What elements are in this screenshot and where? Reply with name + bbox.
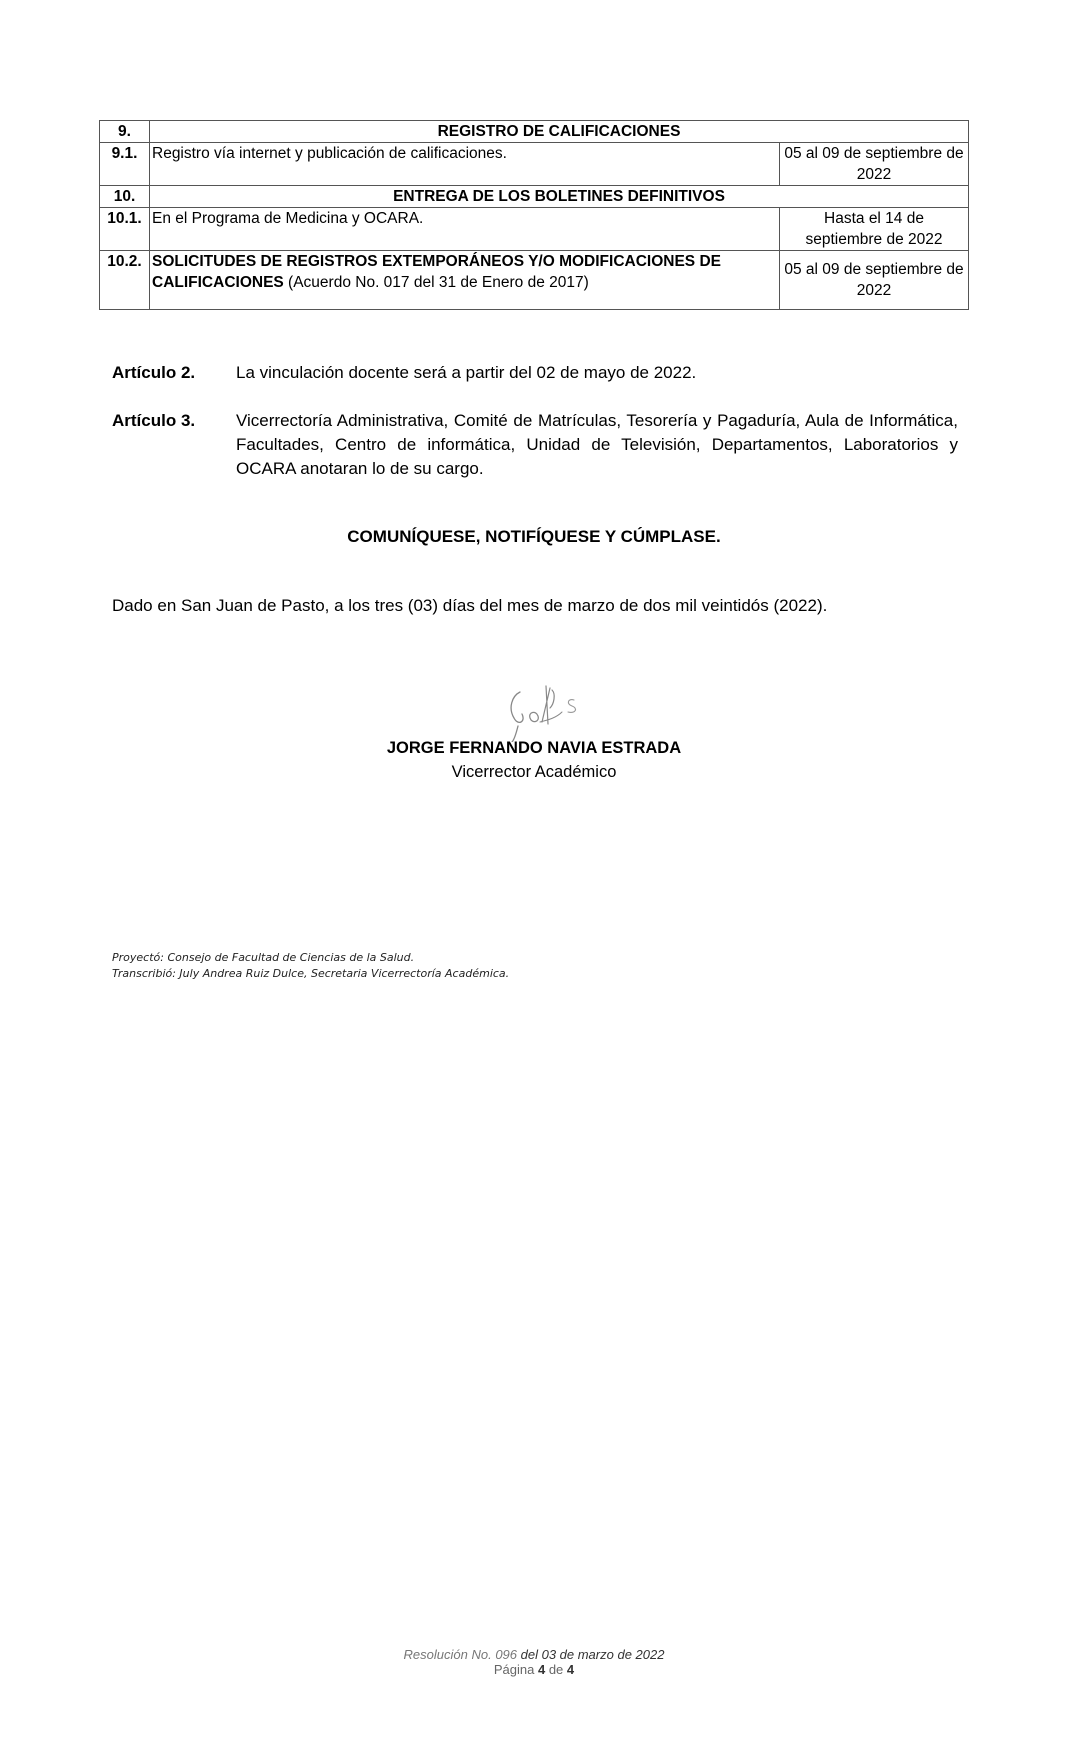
section-title: REGISTRO DE CALIFICACIONES xyxy=(150,121,969,143)
item-date-line: Hasta el 14 de xyxy=(824,210,924,227)
item-number: 10. xyxy=(100,186,150,208)
article-2 xyxy=(112,361,958,387)
resolution-reference xyxy=(0,1647,1068,1662)
handwritten-signature xyxy=(500,682,600,742)
table-row xyxy=(100,143,969,186)
item-date-line: septiembre de 2022 xyxy=(805,231,943,248)
item-description-rest: (Acuerdo No. 017 del 31 de Enero de 2017) xyxy=(283,274,589,291)
article-3 xyxy=(112,409,958,483)
table-row xyxy=(100,208,969,251)
resolution-date: del 03 de marzo de 2022 xyxy=(517,1647,665,1662)
item-date xyxy=(780,208,969,251)
credit-transcribed: Transcribió: July Andrea Ruiz Dulce, Secretaria Vicerrectoría Académica. xyxy=(112,967,510,980)
credit-project: Proyectó: Consejo de Facultad de Ciencias de la Salud. xyxy=(112,951,415,964)
section-title: ENTREGA DE LOS BOLETINES DEFINITIVOS xyxy=(150,186,969,208)
item-date-line: 2022 xyxy=(856,166,892,183)
resolution-number: Resolución No. 096 xyxy=(403,1647,518,1662)
item-description: En el Programa de Medicina y OCARA. xyxy=(150,208,780,251)
table-row xyxy=(100,186,969,208)
article-label: Artículo 3. xyxy=(112,411,196,430)
item-date xyxy=(780,251,969,310)
item-date xyxy=(780,143,969,186)
page-of: de xyxy=(545,1662,567,1677)
item-date-line: 05 al 09 de septiembre de xyxy=(784,261,964,278)
credits xyxy=(112,950,509,982)
page-current: 4 xyxy=(537,1662,546,1677)
page-footer xyxy=(0,1647,1068,1677)
item-description: Registro vía internet y publicación de calificaciones. xyxy=(150,143,780,186)
item-number: 9. xyxy=(100,121,150,143)
schedule-table xyxy=(99,120,969,310)
item-date-line: 2022 xyxy=(856,282,892,299)
item-number: 9.1. xyxy=(100,143,150,186)
table-row xyxy=(100,121,969,143)
signer-name: JORGE FERNANDO NAVIA ESTRADA xyxy=(386,739,682,757)
item-description xyxy=(150,251,780,310)
page-total: 4 xyxy=(566,1662,575,1677)
item-date-line: 05 al 09 de septiembre de xyxy=(784,145,964,162)
item-number: 10.2. xyxy=(100,251,150,310)
article-text: Vicerrectoría Administrativa, Comité de Matrículas, Tesorería y Pagaduría, Aula de Informática, Facultades, Centro de informática, Unidad de Televisión, Departamentos, Laboratorios y OCARA anotaran lo de su cargo. xyxy=(236,411,958,478)
signer-role: Vicerrector Académico xyxy=(451,763,617,781)
item-description-bold: SOLICITUDES DE REGISTROS EXTEMPORÁNEOS Y/O MODIFICACIONES DE CALIFICACIONES xyxy=(152,253,721,291)
closing-statement: COMUNÍQUESE, NOTIFÍQUESE Y CÚMPLASE. xyxy=(347,527,721,546)
page-number xyxy=(0,1662,1068,1677)
article-label: Artículo 2. xyxy=(112,363,196,382)
article-text: La vinculación docente será a partir del 02 de mayo de 2022. xyxy=(236,363,697,382)
page-word: Página xyxy=(493,1662,538,1677)
issued-statement: Dado en San Juan de Pasto, a los tres (03) días del mes de marzo de dos mil veintidós (2022). xyxy=(112,596,828,615)
item-number: 10.1. xyxy=(100,208,150,251)
table-row xyxy=(100,251,969,310)
